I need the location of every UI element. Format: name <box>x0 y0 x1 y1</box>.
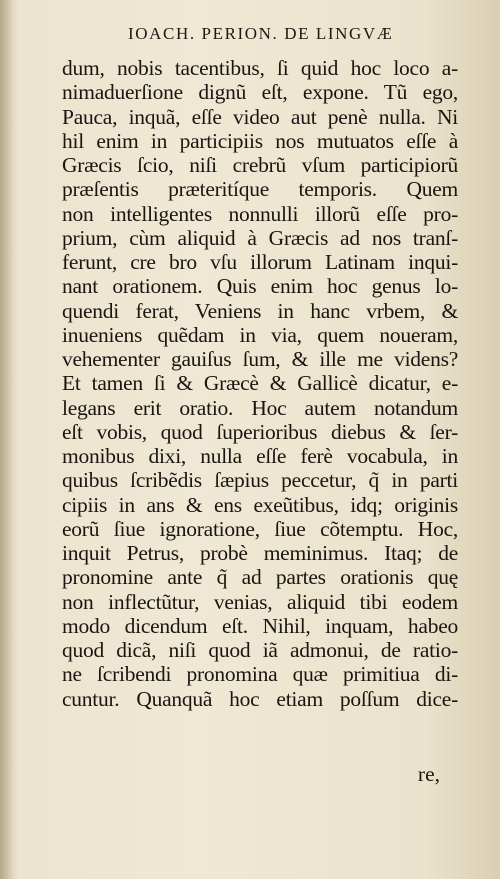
text-line: legans erit oratio. Hoc autem notandum <box>62 395 458 420</box>
page-gutter-shadow <box>0 0 14 879</box>
running-head: IOACH. PERION. DE LINGVÆ <box>128 24 394 43</box>
text-line: cuntur. Quanquã hoc etiam poſſum dice- <box>62 686 458 711</box>
text-line: quibus ſcribẽdis ſæpius peccetur, q̃ in parti <box>62 468 458 493</box>
text-line: inquit Petrus, probè meminimus. Itaq; de <box>62 541 458 565</box>
text-line: ne ſcribendi pronomina quæ primitiua di- <box>62 662 458 687</box>
text-line: eorũ ſiue ignoratione, ſiue cõtemptu. Hoc, <box>62 516 458 541</box>
text-line: prium, cùm aliquid à Græcis ad nos tranſ- <box>62 225 458 250</box>
text-line: cipiis in ans & ens exeũtibus, idq; originis <box>62 492 458 517</box>
text-line: pronomine ante q̃ ad partes orationis quę <box>62 565 458 590</box>
text-line: quod dicã, niſi quod iã admonui, de ratio- <box>62 638 458 662</box>
text-line: non intelligentes nonnulli illorũ eſſe pro- <box>62 201 458 226</box>
text-line: nant orationem. Quis enim hoc genus lo- <box>62 274 458 299</box>
text-line: hil enim in participiis nos mutuatos eſſe à <box>62 128 458 153</box>
text-line: non inflectũtur, venias, aliquid tibi eodem <box>62 589 458 614</box>
text-line: eſt vobis, quod ſuperioribus diebus & ſer- <box>62 419 458 444</box>
text-line: vehementer gauiſus ſum, & ille me videns? <box>62 347 458 371</box>
text-line: monibus dixi, nulla eſſe ferè vocabula, in <box>62 444 458 468</box>
text-line: nimaduerſione dignũ eſt, expone. Tũ ego, <box>62 80 458 105</box>
text-line: Pauca, inquã, eſſe video aut penè nulla. Ni <box>62 104 458 129</box>
text-line: quendi ferat, Veniens in hanc vrbem, & <box>62 298 458 323</box>
text-line: inueniens quẽdam in via, quem noueram, <box>62 322 458 347</box>
catchword: re, <box>417 762 440 786</box>
text-line: præſentis præteritíque temporis. Quem <box>62 177 458 202</box>
text-line: ferunt, cre bro vſu illorum Latinam inqui- <box>62 250 458 274</box>
body-text <box>62 56 458 711</box>
text-line: Græcis ſcio, niſi crebrũ vſum participiorũ <box>62 153 458 177</box>
text-line: Et tamen ſi & Græcè & Gallicè dicatur, e- <box>62 371 458 396</box>
text-line: dum, nobis tacentibus, ſi quid hoc loco a- <box>62 56 458 80</box>
text-line: modo dicendum eſt. Nihil, inquam, habeo <box>62 613 458 638</box>
